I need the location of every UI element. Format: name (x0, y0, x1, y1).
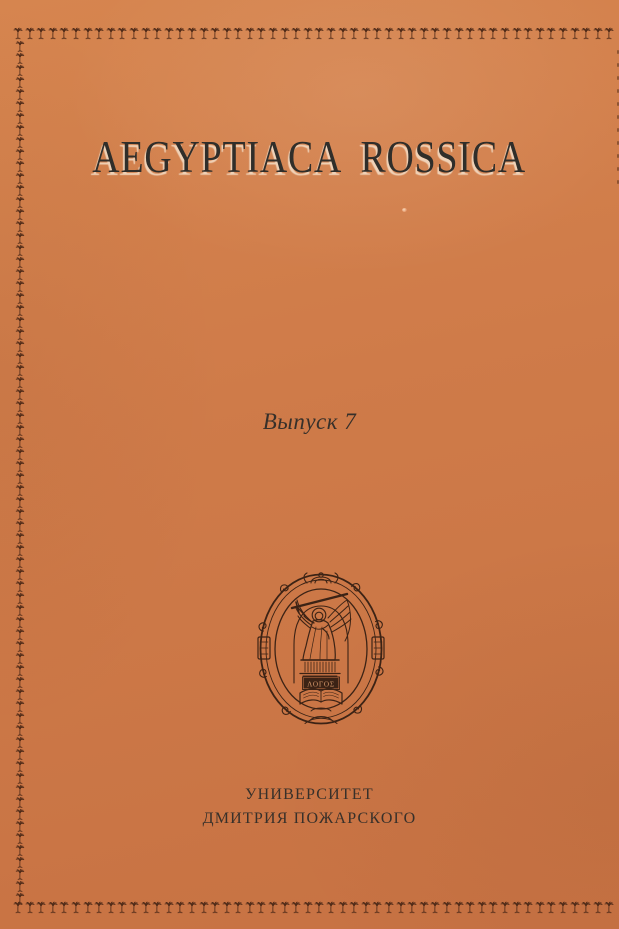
palm-tree-icon (117, 27, 127, 40)
palm-tree-icon (488, 27, 498, 40)
palm-tree-icon (15, 233, 25, 244)
palm-tree-icon (407, 27, 417, 40)
palm-tree-icon (164, 901, 174, 914)
palm-tree-icon (233, 901, 243, 914)
palm-tree-icon (48, 27, 58, 40)
university-emblem (257, 571, 385, 727)
palm-tree-icon (15, 557, 25, 568)
palm-tree-icon (512, 27, 522, 40)
palm-tree-icon (71, 27, 81, 40)
palm-tree-icon (245, 27, 255, 40)
palm-tree-icon (477, 27, 487, 40)
palm-tree-icon (36, 901, 46, 914)
palm-tree-icon (106, 901, 116, 914)
palm-tree-icon (13, 901, 23, 914)
palm-tree-icon (15, 389, 25, 400)
palm-tree-icon (454, 901, 464, 914)
palm-tree-icon (175, 27, 185, 40)
palm-tree-icon (15, 665, 25, 676)
publisher-line-2: ДМИТРИЯ ПОЖАРСКОГО (202, 810, 417, 827)
palm-tree-icon (15, 473, 25, 484)
palm-tree-icon (442, 27, 452, 40)
palm-tree-icon (15, 377, 25, 388)
palm-tree-icon (581, 901, 591, 914)
palm-tree-icon (256, 27, 266, 40)
palm-tree-icon (15, 857, 25, 868)
palm-tree-icon (15, 293, 25, 304)
palm-tree-icon (15, 569, 25, 580)
palm-tree-icon (59, 27, 69, 40)
palm-tree-icon (15, 269, 25, 280)
publisher-name (0, 783, 619, 831)
palm-tree-icon (15, 305, 25, 316)
palm-tree-icon (442, 901, 452, 914)
palm-tree-icon (15, 521, 25, 532)
palm-tree-icon (152, 901, 162, 914)
palm-tree-icon (15, 605, 25, 616)
palm-tree-icon (141, 27, 151, 40)
palm-tree-icon (175, 901, 185, 914)
palm-tree-icon (15, 329, 25, 340)
palm-tree-icon (36, 27, 46, 40)
palm-tree-icon (15, 581, 25, 592)
palm-tree-icon (15, 221, 25, 232)
border-top-ornaments (13, 27, 614, 40)
palm-tree-icon (523, 27, 533, 40)
palm-tree-icon (488, 901, 498, 914)
palm-tree-icon (15, 593, 25, 604)
palm-tree-icon (233, 27, 243, 40)
palm-tree-icon (15, 701, 25, 712)
palm-tree-icon (15, 341, 25, 352)
emblem-book (300, 689, 342, 704)
palm-tree-icon (477, 901, 487, 914)
palm-tree-icon (210, 901, 220, 914)
emblem-book-text: ΛΟΓΟΣ (307, 680, 335, 689)
palm-tree-icon (15, 749, 25, 760)
palm-tree-icon (338, 27, 348, 40)
palm-tree-icon (15, 725, 25, 736)
palm-tree-icon (15, 65, 25, 76)
emblem-head (315, 612, 323, 620)
palm-tree-icon (500, 27, 510, 40)
palm-tree-icon (245, 901, 255, 914)
palm-tree-icon (535, 27, 545, 40)
palm-tree-icon (396, 27, 406, 40)
palm-tree-icon (15, 281, 25, 292)
palm-tree-icon (15, 737, 25, 748)
palm-tree-icon (326, 901, 336, 914)
palm-tree-icon (465, 27, 475, 40)
palm-tree-icon (361, 901, 371, 914)
palm-tree-icon (164, 27, 174, 40)
palm-tree-icon (593, 27, 603, 40)
palm-tree-icon (349, 901, 359, 914)
palm-tree-icon (268, 901, 278, 914)
palm-tree-icon (407, 901, 417, 914)
palm-tree-icon (256, 901, 266, 914)
palm-tree-icon (187, 901, 197, 914)
palm-tree-icon (59, 901, 69, 914)
palm-tree-icon (512, 901, 522, 914)
palm-tree-icon (15, 629, 25, 640)
palm-tree-icon (15, 245, 25, 256)
palm-tree-icon (546, 27, 556, 40)
palm-tree-icon (15, 869, 25, 880)
palm-tree-icon (15, 833, 25, 844)
palm-tree-icon (15, 101, 25, 112)
issue-label: Выпуск 7 (262, 409, 357, 434)
palm-tree-icon (604, 901, 614, 914)
palm-tree-icon (465, 901, 475, 914)
palm-tree-icon (15, 497, 25, 508)
cover-speck (402, 208, 407, 212)
emblem-angel-figure (296, 600, 351, 660)
palm-tree-icon (48, 901, 58, 914)
palm-tree-icon (187, 27, 197, 40)
palm-tree-icon (338, 901, 348, 914)
emblem-right-wing (328, 600, 351, 641)
palm-tree-icon (15, 761, 25, 772)
palm-tree-icon (15, 41, 25, 52)
publisher-line-1: УНИВЕРСИТЕТ (245, 786, 374, 803)
palm-tree-icon (15, 461, 25, 472)
palm-tree-icon (71, 901, 81, 914)
palm-tree-icon (15, 353, 25, 364)
palm-tree-icon (558, 901, 568, 914)
palm-tree-icon (15, 485, 25, 496)
palm-tree-icon (83, 901, 93, 914)
palm-tree-icon (129, 901, 139, 914)
palm-tree-icon (558, 27, 568, 40)
palm-tree-icon (25, 27, 35, 40)
palm-tree-icon (430, 901, 440, 914)
palm-tree-icon (15, 257, 25, 268)
palm-tree-icon (454, 27, 464, 40)
palm-tree-icon (15, 77, 25, 88)
palm-tree-icon (523, 901, 533, 914)
palm-tree-icon (372, 901, 382, 914)
palm-tree-icon (314, 901, 324, 914)
palm-tree-icon (15, 617, 25, 628)
palm-tree-icon (15, 53, 25, 64)
palm-tree-icon (291, 901, 301, 914)
palm-tree-icon (15, 209, 25, 220)
border-bottom-ornaments (13, 901, 614, 914)
palm-tree-icon (15, 641, 25, 652)
palm-tree-icon (13, 27, 23, 40)
palm-tree-icon (604, 27, 614, 40)
palm-tree-icon (141, 901, 151, 914)
palm-tree-icon (396, 901, 406, 914)
palm-tree-icon (83, 27, 93, 40)
palm-tree-icon (15, 317, 25, 328)
palm-tree-icon (117, 901, 127, 914)
palm-tree-icon (581, 27, 591, 40)
palm-tree-icon (199, 901, 209, 914)
palm-tree-icon (535, 901, 545, 914)
palm-tree-icon (291, 27, 301, 40)
palm-tree-icon (94, 27, 104, 40)
palm-tree-icon (430, 27, 440, 40)
palm-tree-icon (15, 113, 25, 124)
palm-tree-icon (15, 845, 25, 856)
palm-tree-icon (15, 533, 25, 544)
palm-tree-icon (15, 449, 25, 460)
palm-tree-icon (419, 901, 429, 914)
palm-tree-icon (152, 27, 162, 40)
palm-tree-icon (268, 27, 278, 40)
palm-tree-icon (15, 689, 25, 700)
palm-tree-icon (106, 27, 116, 40)
palm-tree-icon (419, 27, 429, 40)
palm-tree-icon (349, 27, 359, 40)
palm-tree-icon (15, 653, 25, 664)
palm-tree-icon (500, 901, 510, 914)
palm-tree-icon (303, 901, 313, 914)
palm-tree-icon (546, 901, 556, 914)
palm-tree-icon (303, 27, 313, 40)
palm-tree-icon (199, 27, 209, 40)
palm-tree-icon (94, 901, 104, 914)
palm-tree-icon (15, 545, 25, 556)
cover-title (0, 131, 619, 183)
palm-tree-icon (384, 901, 394, 914)
palm-tree-icon (570, 901, 580, 914)
cover-title-text: AEGYPTIACA ROSSICA (92, 132, 527, 182)
palm-tree-icon (15, 365, 25, 376)
palm-tree-icon (222, 27, 232, 40)
palm-tree-icon (314, 27, 324, 40)
palm-tree-icon (15, 881, 25, 892)
palm-tree-icon (326, 27, 336, 40)
palm-tree-icon (129, 27, 139, 40)
palm-tree-icon (15, 509, 25, 520)
palm-tree-icon (15, 713, 25, 724)
palm-tree-icon (280, 27, 290, 40)
palm-tree-icon (361, 27, 371, 40)
palm-tree-icon (372, 27, 382, 40)
palm-tree-icon (222, 901, 232, 914)
emblem-pedestal (300, 660, 340, 676)
palm-tree-icon (15, 437, 25, 448)
palm-tree-icon (384, 27, 394, 40)
palm-tree-icon (15, 197, 25, 208)
palm-tree-icon (570, 27, 580, 40)
palm-tree-icon (15, 185, 25, 196)
palm-tree-icon (15, 89, 25, 100)
palm-tree-icon (280, 901, 290, 914)
palm-tree-icon (210, 27, 220, 40)
palm-tree-icon (15, 677, 25, 688)
palm-tree-icon (593, 901, 603, 914)
palm-tree-icon (25, 901, 35, 914)
